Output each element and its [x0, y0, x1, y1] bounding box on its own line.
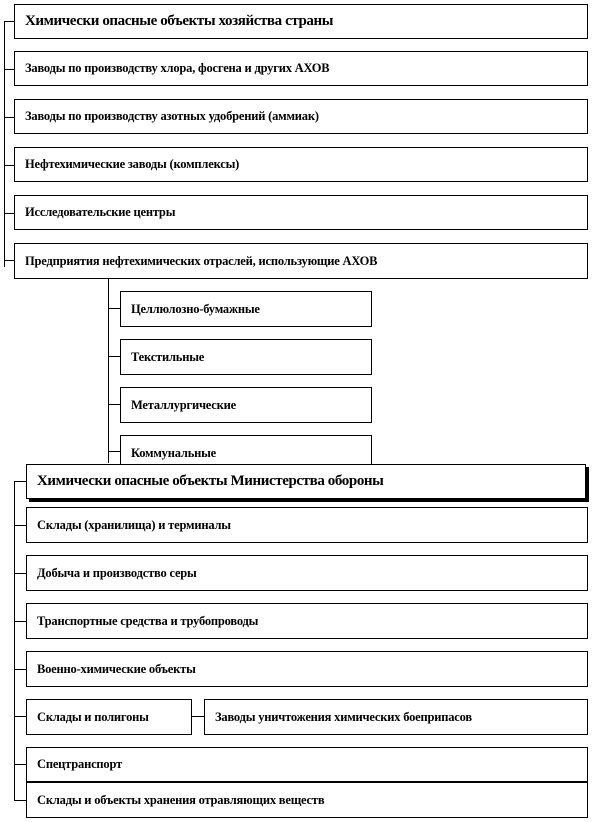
connector-line	[4, 117, 14, 118]
connector-line	[14, 573, 26, 574]
item-label: Спецтранспорт	[37, 757, 123, 771]
connector-line	[14, 621, 26, 622]
section1-item-box	[14, 99, 588, 134]
connector-line	[14, 525, 26, 526]
connector-line	[108, 404, 120, 405]
section2-item-box	[26, 507, 588, 543]
connector-line	[108, 356, 120, 357]
section1-item-box	[14, 51, 588, 86]
item-label: Склады (хранилища) и терминалы	[37, 517, 231, 532]
section2-item-box	[26, 555, 588, 591]
connector-line	[14, 800, 26, 801]
connector-line	[108, 308, 120, 309]
section1-title: Химически опасные объекты хозяйства страны	[25, 13, 334, 29]
item-label: Заводы по производству азотных удобрений (аммиак)	[25, 109, 319, 123]
section2-item-box	[26, 699, 192, 735]
subitem-box	[120, 387, 372, 423]
section2-item-box	[26, 603, 588, 639]
item-label: Предприятия нефтехимических отраслей, использующие АХОВ	[25, 253, 378, 268]
section1-title-box	[14, 4, 588, 39]
subitem-label: Целлюлозно-бумажные	[131, 301, 260, 316]
connector-line	[4, 21, 14, 22]
item-label: Нефтехимические заводы (комплексы)	[25, 157, 240, 171]
section2-item-box	[26, 651, 588, 687]
section1-trunk-line	[4, 21, 5, 267]
connector-line	[14, 716, 26, 717]
item-label: Склады и объекты хранения отравляющих веществ	[37, 792, 325, 807]
item-label: Исследовательские центры	[25, 205, 176, 219]
connector-line	[4, 260, 14, 261]
section2-item-box	[26, 747, 588, 782]
item-label: Военно-химические объекты	[37, 661, 196, 676]
item-label: Добыча и производство серы	[37, 565, 197, 580]
section2-side-item-box	[204, 699, 588, 735]
subitem-box	[120, 339, 372, 375]
subitem-label: Текстильные	[131, 349, 205, 364]
connector-line	[14, 669, 26, 670]
item-label: Заводы уничтожения химических боеприпасов	[215, 709, 472, 724]
connector-line	[14, 481, 26, 482]
subitem-label: Металлургические	[131, 397, 236, 412]
section2-title: Химически опасные объекты Министерства обороны	[37, 473, 384, 489]
connector-line	[14, 764, 26, 765]
subitem-box	[120, 291, 372, 327]
connector-line	[108, 451, 120, 452]
section2-trunk-line	[14, 481, 15, 801]
section2-title-box	[26, 464, 586, 499]
subitem-label: Коммунальные	[131, 445, 217, 460]
section2-item-box	[26, 782, 588, 818]
connector-line	[4, 165, 14, 166]
section1-item-box	[14, 243, 588, 279]
section1-item-box	[14, 195, 588, 230]
connector-line	[192, 716, 204, 717]
section1-item-box	[14, 147, 588, 182]
item-label: Заводы по производству хлора, фосгена и других АХОВ	[25, 61, 330, 75]
item-label: Склады и полигоны	[37, 709, 149, 724]
item-label: Транспортные средства и трубопроводы	[37, 613, 259, 628]
connector-line	[4, 69, 14, 70]
subbranch-trunk-line	[108, 279, 109, 463]
connector-line	[4, 213, 14, 214]
